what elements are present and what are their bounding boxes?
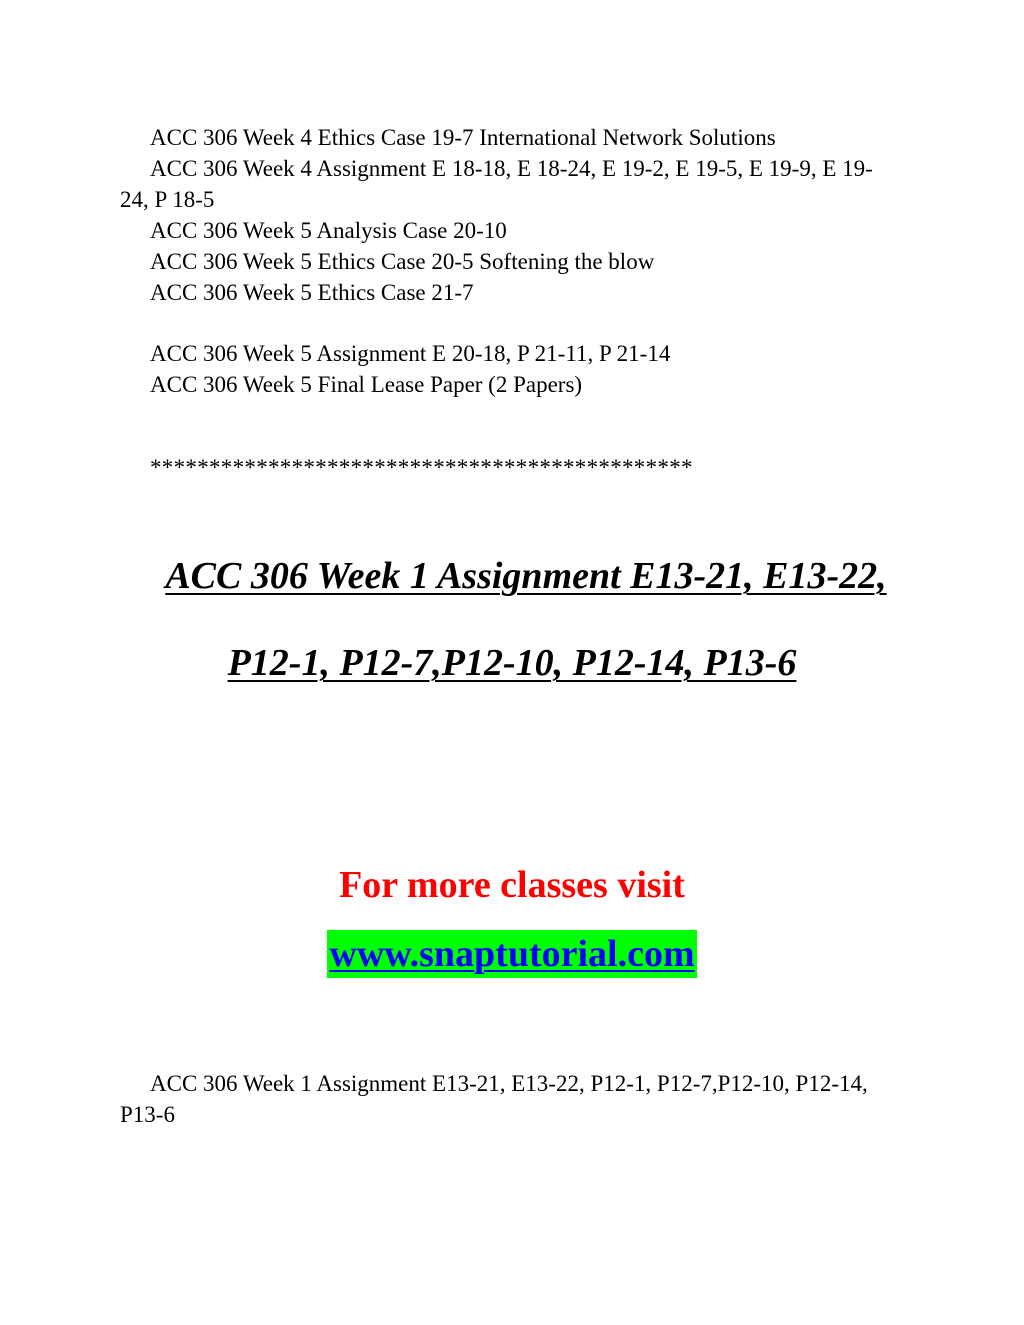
- list-item: ACC 306 Week 4 Ethics Case 19-7 International Network Solutions: [150, 125, 776, 150]
- snaptutorial-link[interactable]: www.snaptutorial.com: [327, 930, 696, 978]
- list-item: ACC 306 Week 4 Assignment E 18-18, E 18-24, E 19-2, E 19-5, E 19-9, E 19-24, P 18-5: [120, 156, 873, 212]
- list-item: ACC 306 Week 5 Ethics Case 20-5 Softening the blow: [150, 249, 655, 274]
- asterisk-separator: **********************************************: [150, 455, 693, 480]
- promo-link-container: [0, 930, 1024, 978]
- list-item: ACC 306 Week 5 Assignment E 20-18, P 21-11, P 21-14: [150, 341, 671, 366]
- course-item-list: [120, 122, 890, 400]
- list-item: ACC 306 Week 5 Analysis Case 20-10: [150, 218, 507, 243]
- assignment-description: ACC 306 Week 1 Assignment E13-21, E13-22, P12-1, P12-7,P12-10, P12-14, P13-6: [120, 1071, 868, 1127]
- heading-text: P12-1, P12-7,P12-10, P12-14, P13-6: [227, 642, 797, 684]
- assignment-heading-line-2: [0, 640, 1024, 686]
- list-spacer: [120, 308, 890, 338]
- heading-text: ACC 306 Week 1 Assignment E13-21, E13-22,: [165, 555, 887, 597]
- list-item: ACC 306 Week 5 Final Lease Paper (2 Papers): [150, 372, 583, 397]
- promo-visit-text: For more classes visit: [339, 864, 685, 906]
- assignment-heading-line-1: [14, 553, 1024, 599]
- list-item: ACC 306 Week 5 Ethics Case 21-7: [150, 280, 474, 305]
